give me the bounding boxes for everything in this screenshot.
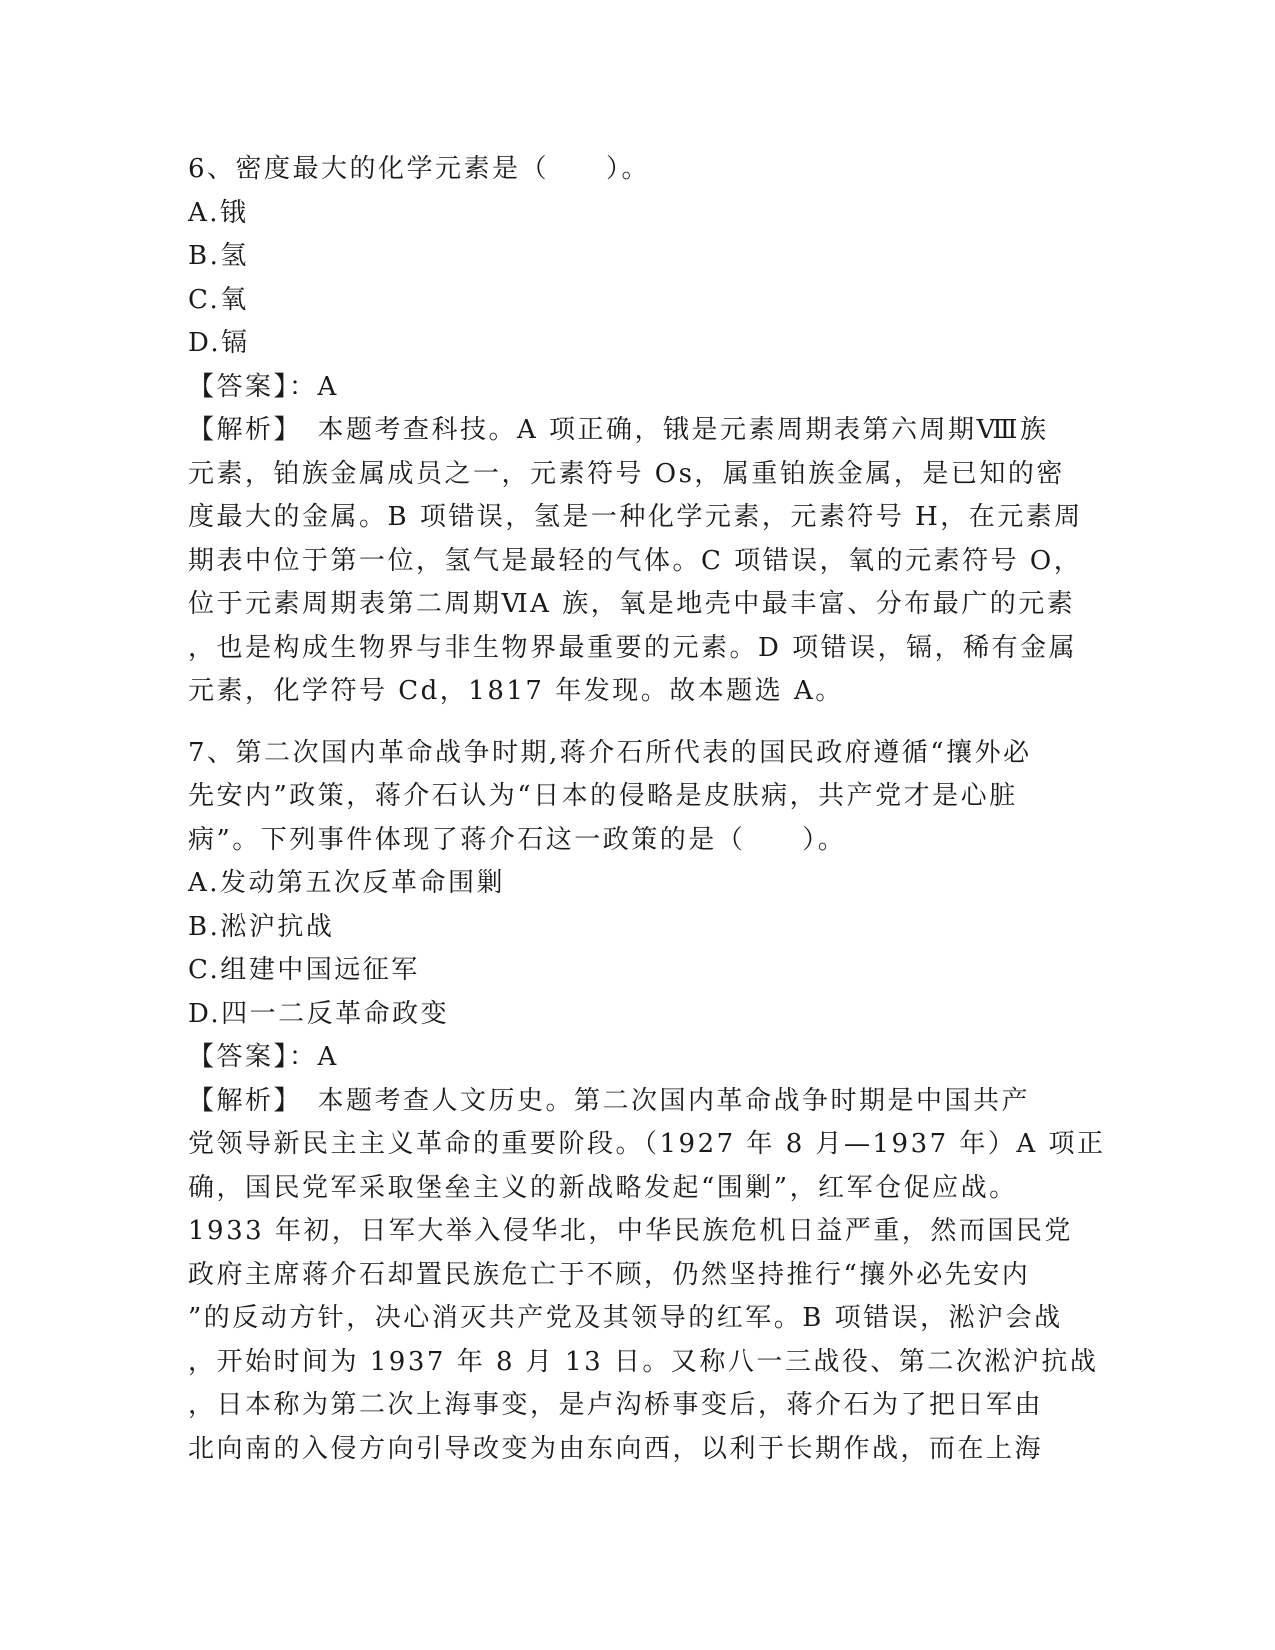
analysis-line: 度最大的金属。B 项错误，氢是一种化学元素，元素符号 H，在元素周: [188, 502, 1083, 532]
analysis-line: 期表中位于第一位，氢气是最轻的气体。C 项错误，氧的元素符号 O，: [188, 545, 1083, 576]
question-7: [188, 732, 1106, 1472]
question-stem-line: 先安内”政策，蒋介石认为“日本的侵略是皮肤病，共产党才是心脏: [188, 781, 1018, 811]
analysis-line: 北向南的入侵方向引导改变为由东向西，以利于长期作战，而在上海: [188, 1433, 1044, 1464]
analysis-line: ，也是构成生物界与非生物界最重要的元素。D 项错误，镉，稀有金属: [188, 632, 1078, 663]
option-b: B.淞沪抗战: [188, 911, 335, 942]
analysis-line: 政府主席蒋介石却置民族危亡于不顾，仍然坚持推行“攘外必先安内: [188, 1259, 1031, 1290]
answer-label: 【答案】：: [188, 371, 318, 402]
analysis-line: ，开始时间为 1937 年 8 月 13 日。又称八一三战役、第二次淞沪抗战: [188, 1346, 1099, 1377]
analysis-line: 1933 年初，日军大举入侵华北，中华民族危机日益严重，然而国民党: [188, 1216, 1073, 1246]
answer-value: A: [317, 371, 339, 402]
analysis-line: 元素，化学符号 Cd，1817 年发现。故本题选 A。: [188, 676, 844, 706]
answer-value: A: [317, 1042, 339, 1072]
question-stem-line: 7、第二次国内革命战争时期,蒋介石所代表的国民政府遵循“攘外必: [188, 737, 1032, 768]
option-d: D.镉: [188, 328, 250, 358]
option-a: A.发动第五次反革命围剿: [188, 868, 506, 898]
question-stem-line: 6、密度最大的化学元素是（ ）。: [188, 154, 651, 184]
option-d: D.四一二反革命政变: [188, 998, 450, 1029]
question-separator: [188, 714, 1088, 732]
analysis-line: ，日本称为第二次上海事变，是卢沟桥事变后，蒋介石为了把日军由: [188, 1390, 1044, 1420]
analysis-line: 党领导新民主主义革命的重要阶段。（1927 年 8 月—1937 年）A 项正: [188, 1129, 1106, 1159]
analysis-line: 位于元素周期表第二周期ⅥA 族，氧是地壳中最丰富、分布最广的元素: [188, 589, 1076, 619]
analysis-line: ”的反动方针，决心消灭共产党及其领导的红军。B 项错误，淞沪会战: [188, 1303, 1063, 1333]
option-a: A.锇: [188, 197, 249, 228]
analysis-line: [188, 1080, 1088, 1124]
analysis-label: 【解析】: [188, 1085, 290, 1116]
option-c: C.氧: [188, 284, 249, 315]
answer-line: [188, 366, 1088, 410]
answer-line: [188, 1036, 1088, 1080]
question-stem-line: 病”。下列事件体现了蒋介石这一政策的是（ ）。: [188, 824, 847, 855]
page-content: [188, 148, 1106, 1471]
answer-label: 【答案】：: [188, 1042, 318, 1072]
analysis-text: 本题考查人文历史。第二次国内革命战争时期是中国共产: [289, 1085, 1031, 1116]
option-c: C.组建中国远征军: [188, 955, 420, 985]
analysis-line: [188, 409, 1088, 453]
analysis-label: 【解析】: [188, 415, 290, 445]
option-b: B.氢: [188, 241, 249, 271]
question-6: [188, 148, 1088, 714]
analysis-line: 元素，铂族金属成员之一，元素符号 Os，属重铂族金属，是已知的密: [188, 458, 1065, 489]
analysis-text: 本题考查科技。A 项正确，锇是元素周期表第六周期Ⅷ族: [289, 415, 1049, 445]
analysis-line: 确，国民党军采取堡垒主义的新战略发起“围剿”，红军仓促应战。: [188, 1172, 1018, 1203]
